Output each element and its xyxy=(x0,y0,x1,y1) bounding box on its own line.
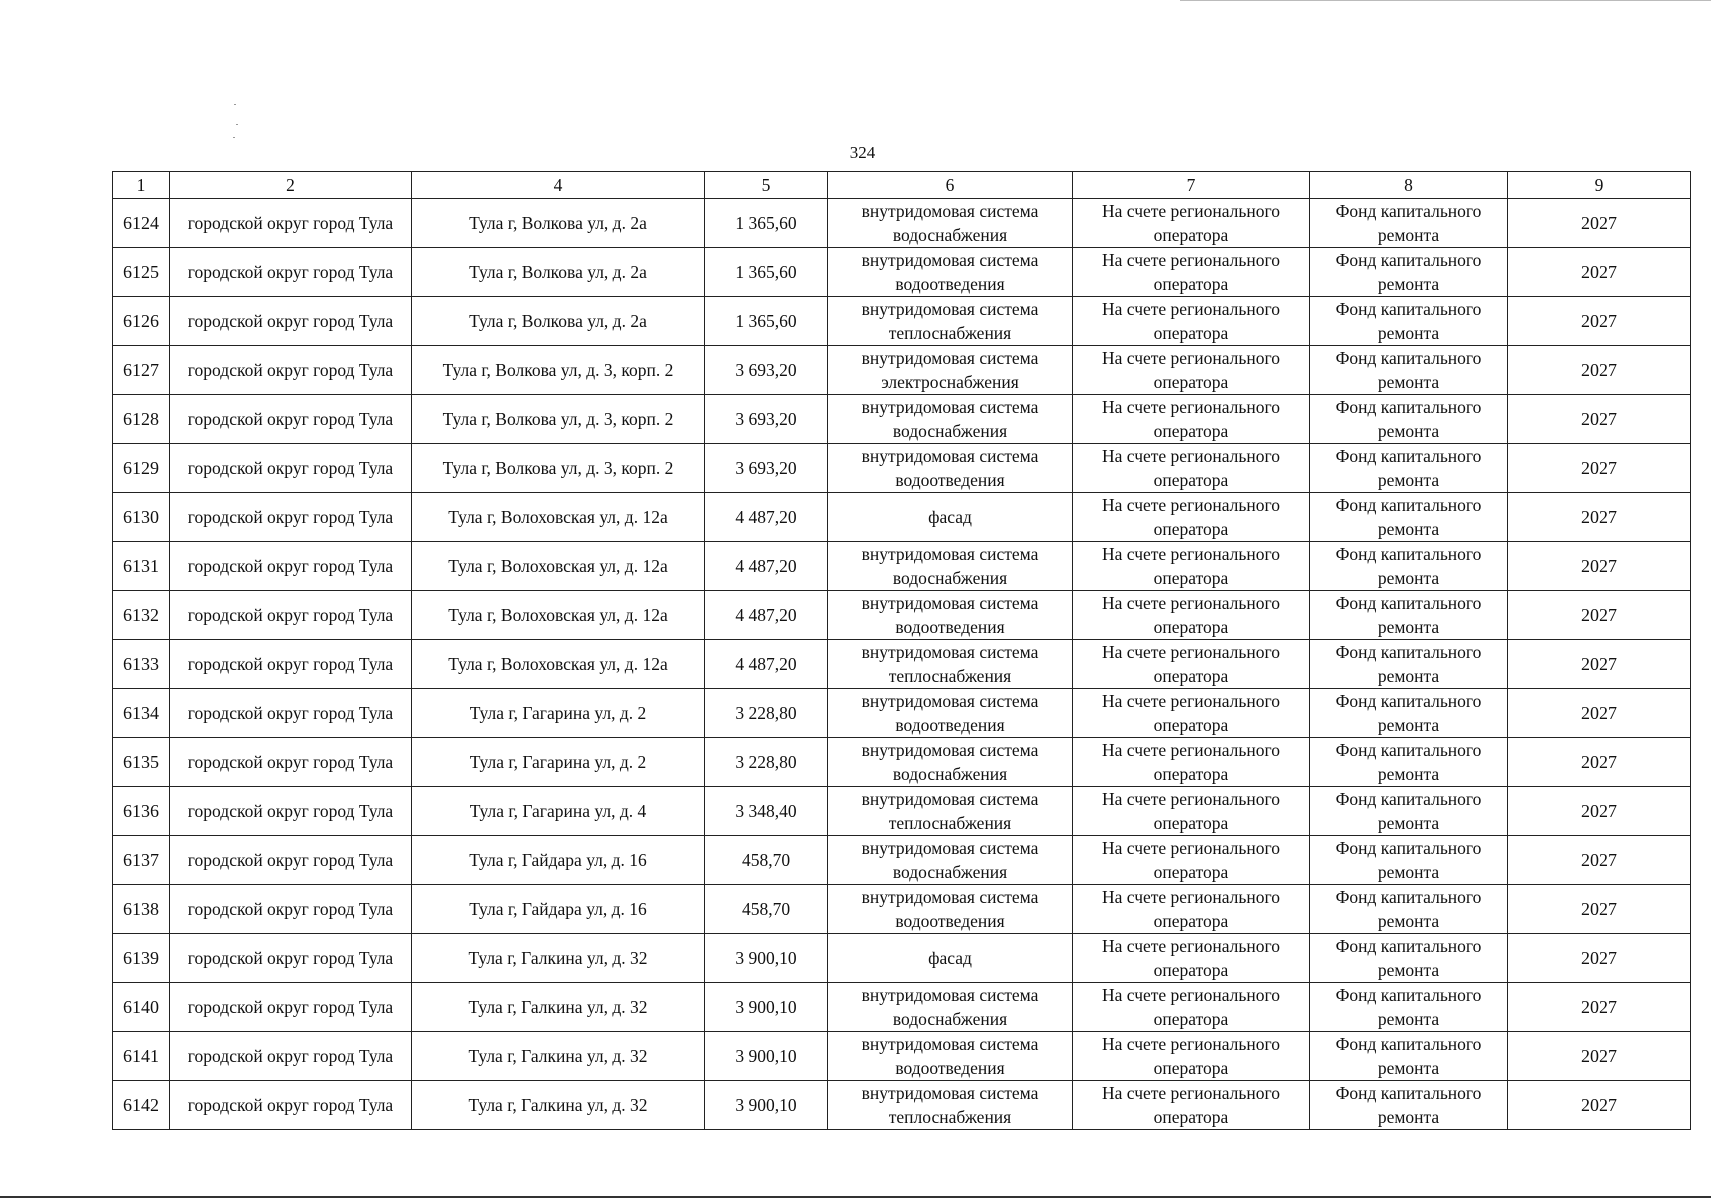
year-cell: 2027 xyxy=(1508,346,1691,395)
table-row xyxy=(113,542,1691,591)
year-cell: 2027 xyxy=(1508,395,1691,444)
year-cell: 2027 xyxy=(1508,542,1691,591)
column-number-4: 4 xyxy=(412,172,705,199)
district-cell: городской округ город Тула xyxy=(170,1032,412,1081)
account-cell: На счете регионального оператора xyxy=(1073,885,1310,934)
address-cell: Тула г, Волоховская ул, д. 12а xyxy=(412,640,705,689)
table-row xyxy=(113,738,1691,787)
column-number-8: 8 xyxy=(1310,172,1508,199)
account-cell: На счете регионального оператора xyxy=(1073,395,1310,444)
row-number-cell: 6140 xyxy=(113,983,170,1032)
row-number-cell: 6136 xyxy=(113,787,170,836)
table-body xyxy=(113,172,1691,1130)
funding-source-cell: Фонд капитального ремонта xyxy=(1310,689,1508,738)
funding-source-cell: Фонд капитального ремонта xyxy=(1310,346,1508,395)
row-number-cell: 6126 xyxy=(113,297,170,346)
table-row xyxy=(113,1081,1691,1130)
area-cell: 4 487,20 xyxy=(705,591,828,640)
work-type-cell: внутридомовая система водоснабжения xyxy=(828,738,1073,787)
scan-edge-bottom xyxy=(0,1196,1711,1198)
table-row xyxy=(113,346,1691,395)
year-cell: 2027 xyxy=(1508,738,1691,787)
address-cell: Тула г, Волоховская ул, д. 12а xyxy=(412,542,705,591)
table-row xyxy=(113,983,1691,1032)
account-cell: На счете регионального оператора xyxy=(1073,542,1310,591)
funding-source-cell: Фонд капитального ремонта xyxy=(1310,542,1508,591)
row-number-cell: 6130 xyxy=(113,493,170,542)
area-cell: 3 348,40 xyxy=(705,787,828,836)
row-number-cell: 6134 xyxy=(113,689,170,738)
funding-source-cell: Фонд капитального ремонта xyxy=(1310,297,1508,346)
account-cell: На счете регионального оператора xyxy=(1073,1032,1310,1081)
table-row xyxy=(113,493,1691,542)
area-cell: 4 487,20 xyxy=(705,542,828,591)
table-row xyxy=(113,199,1691,248)
district-cell: городской округ город Тула xyxy=(170,1081,412,1130)
work-type-cell: внутридомовая система электроснабжения xyxy=(828,346,1073,395)
row-number-cell: 6135 xyxy=(113,738,170,787)
account-cell: На счете регионального оператора xyxy=(1073,934,1310,983)
area-cell: 3 900,10 xyxy=(705,983,828,1032)
address-cell: Тула г, Гайдара ул, д. 16 xyxy=(412,836,705,885)
funding-source-cell: Фонд капитального ремонта xyxy=(1310,395,1508,444)
account-cell: На счете регионального оператора xyxy=(1073,1081,1310,1130)
district-cell: городской округ город Тула xyxy=(170,395,412,444)
column-number-5: 5 xyxy=(705,172,828,199)
funding-source-cell: Фонд капитального ремонта xyxy=(1310,591,1508,640)
year-cell: 2027 xyxy=(1508,983,1691,1032)
table-row xyxy=(113,885,1691,934)
account-cell: На счете регионального оператора xyxy=(1073,836,1310,885)
address-cell: Тула г, Гагарина ул, д. 2 xyxy=(412,738,705,787)
table-row xyxy=(113,934,1691,983)
district-cell: городской округ город Тула xyxy=(170,297,412,346)
scan-edge-top xyxy=(1180,0,1711,1)
work-type-cell: внутридомовая система водоснабжения xyxy=(828,542,1073,591)
area-cell: 458,70 xyxy=(705,885,828,934)
row-number-cell: 6132 xyxy=(113,591,170,640)
column-number-7: 7 xyxy=(1073,172,1310,199)
column-number-2: 2 xyxy=(170,172,412,199)
address-cell: Тула г, Волкова ул, д. 2а xyxy=(412,199,705,248)
area-cell: 3 228,80 xyxy=(705,738,828,787)
work-type-cell: внутридомовая система теплоснабжения xyxy=(828,787,1073,836)
account-cell: На счете регионального оператора xyxy=(1073,248,1310,297)
row-number-cell: 6131 xyxy=(113,542,170,591)
address-cell: Тула г, Волкова ул, д. 3, корп. 2 xyxy=(412,444,705,493)
funding-source-cell: Фонд капитального ремонта xyxy=(1310,1032,1508,1081)
funding-source-cell: Фонд капитального ремонта xyxy=(1310,640,1508,689)
year-cell: 2027 xyxy=(1508,297,1691,346)
year-cell: 2027 xyxy=(1508,199,1691,248)
row-number-cell: 6129 xyxy=(113,444,170,493)
work-type-cell: внутридомовая система водоотведения xyxy=(828,444,1073,493)
address-cell: Тула г, Гайдара ул, д. 16 xyxy=(412,885,705,934)
area-cell: 1 365,60 xyxy=(705,248,828,297)
year-cell: 2027 xyxy=(1508,1032,1691,1081)
district-cell: городской округ город Тула xyxy=(170,248,412,297)
page-number: 324 xyxy=(849,143,876,162)
year-cell: 2027 xyxy=(1508,1081,1691,1130)
work-type-cell: фасад xyxy=(828,493,1073,542)
work-type-cell: внутридомовая система теплоснабжения xyxy=(828,1081,1073,1130)
district-cell: городской округ город Тула xyxy=(170,885,412,934)
address-cell: Тула г, Галкина ул, д. 32 xyxy=(412,983,705,1032)
year-cell: 2027 xyxy=(1508,444,1691,493)
area-cell: 3 693,20 xyxy=(705,444,828,493)
address-cell: Тула г, Волкова ул, д. 2а xyxy=(412,297,705,346)
work-type-cell: внутридомовая система водоотведения xyxy=(828,885,1073,934)
address-cell: Тула г, Волкова ул, д. 2а xyxy=(412,248,705,297)
funding-source-cell: Фонд капитального ремонта xyxy=(1310,1081,1508,1130)
work-type-cell: внутридомовая система теплоснабжения xyxy=(828,640,1073,689)
address-cell: Тула г, Галкина ул, д. 32 xyxy=(412,934,705,983)
row-number-cell: 6138 xyxy=(113,885,170,934)
work-type-cell: внутридомовая система водоотведения xyxy=(828,248,1073,297)
area-cell: 3 228,80 xyxy=(705,689,828,738)
address-cell: Тула г, Волоховская ул, д. 12а xyxy=(412,493,705,542)
area-cell: 1 365,60 xyxy=(705,199,828,248)
row-number-cell: 6125 xyxy=(113,248,170,297)
area-cell: 3 900,10 xyxy=(705,1032,828,1081)
account-cell: На счете регионального оператора xyxy=(1073,591,1310,640)
work-type-cell: внутридомовая система водоотведения xyxy=(828,591,1073,640)
table-row xyxy=(113,591,1691,640)
address-cell: Тула г, Волоховская ул, д. 12а xyxy=(412,591,705,640)
district-cell: городской округ город Тула xyxy=(170,199,412,248)
funding-source-cell: Фонд капитального ремонта xyxy=(1310,836,1508,885)
row-number-cell: 6139 xyxy=(113,934,170,983)
district-cell: городской округ город Тула xyxy=(170,787,412,836)
district-cell: городской округ город Тула xyxy=(170,983,412,1032)
address-cell: Тула г, Волкова ул, д. 3, корп. 2 xyxy=(412,346,705,395)
account-cell: На счете регионального оператора xyxy=(1073,787,1310,836)
work-type-cell: внутридомовая система водоснабжения xyxy=(828,199,1073,248)
work-type-cell: внутридомовая система водоснабжения xyxy=(828,395,1073,444)
area-cell: 3 900,10 xyxy=(705,934,828,983)
year-cell: 2027 xyxy=(1508,640,1691,689)
work-type-cell: внутридомовая система водоснабжения xyxy=(828,836,1073,885)
funding-source-cell: Фонд капитального ремонта xyxy=(1310,493,1508,542)
funding-source-cell: Фонд капитального ремонта xyxy=(1310,983,1508,1032)
funding-source-cell: Фонд капитального ремонта xyxy=(1310,444,1508,493)
account-cell: На счете регионального оператора xyxy=(1073,444,1310,493)
account-cell: На счете регионального оператора xyxy=(1073,738,1310,787)
funding-source-cell: Фонд капитального ремонта xyxy=(1310,885,1508,934)
district-cell: городской округ город Тула xyxy=(170,444,412,493)
account-cell: На счете регионального оператора xyxy=(1073,640,1310,689)
area-cell: 3 693,20 xyxy=(705,346,828,395)
table-row xyxy=(113,689,1691,738)
funding-source-cell: Фонд капитального ремонта xyxy=(1310,787,1508,836)
account-cell: На счете регионального оператора xyxy=(1073,493,1310,542)
district-cell: городской округ город Тула xyxy=(170,542,412,591)
work-type-cell: внутридомовая система теплоснабжения xyxy=(828,297,1073,346)
work-type-cell: внутридомовая система водоотведения xyxy=(828,1032,1073,1081)
column-number-row xyxy=(113,172,1691,199)
area-cell: 1 365,60 xyxy=(705,297,828,346)
row-number-cell: 6124 xyxy=(113,199,170,248)
district-cell: городской округ город Тула xyxy=(170,493,412,542)
address-cell: Тула г, Галкина ул, д. 32 xyxy=(412,1032,705,1081)
row-number-cell: 6133 xyxy=(113,640,170,689)
district-cell: городской округ город Тула xyxy=(170,640,412,689)
area-cell: 3 900,10 xyxy=(705,1081,828,1130)
funding-source-cell: Фонд капитального ремонта xyxy=(1310,934,1508,983)
address-cell: Тула г, Гагарина ул, д. 4 xyxy=(412,787,705,836)
scan-speck xyxy=(236,124,238,125)
scan-speck xyxy=(233,137,235,138)
table-row xyxy=(113,787,1691,836)
work-type-cell: фасад xyxy=(828,934,1073,983)
year-cell: 2027 xyxy=(1508,689,1691,738)
district-cell: городской округ город Тула xyxy=(170,738,412,787)
table-row xyxy=(113,297,1691,346)
row-number-cell: 6142 xyxy=(113,1081,170,1130)
district-cell: городской округ город Тула xyxy=(170,689,412,738)
scan-speck xyxy=(234,104,236,105)
district-cell: городской округ город Тула xyxy=(170,346,412,395)
account-cell: На счете регионального оператора xyxy=(1073,199,1310,248)
year-cell: 2027 xyxy=(1508,836,1691,885)
year-cell: 2027 xyxy=(1508,248,1691,297)
table-row xyxy=(113,640,1691,689)
column-number-6: 6 xyxy=(828,172,1073,199)
year-cell: 2027 xyxy=(1508,493,1691,542)
funding-source-cell: Фонд капитального ремонта xyxy=(1310,199,1508,248)
row-number-cell: 6137 xyxy=(113,836,170,885)
table-row xyxy=(113,248,1691,297)
district-cell: городской округ город Тула xyxy=(170,836,412,885)
funding-source-cell: Фонд капитального ремонта xyxy=(1310,738,1508,787)
year-cell: 2027 xyxy=(1508,934,1691,983)
row-number-cell: 6127 xyxy=(113,346,170,395)
work-type-cell: внутридомовая система водоснабжения xyxy=(828,983,1073,1032)
column-number-9: 9 xyxy=(1508,172,1691,199)
row-number-cell: 6141 xyxy=(113,1032,170,1081)
area-cell: 4 487,20 xyxy=(705,640,828,689)
year-cell: 2027 xyxy=(1508,885,1691,934)
area-cell: 3 693,20 xyxy=(705,395,828,444)
table-row xyxy=(113,836,1691,885)
row-number-cell: 6128 xyxy=(113,395,170,444)
account-cell: На счете регионального оператора xyxy=(1073,297,1310,346)
year-cell: 2027 xyxy=(1508,787,1691,836)
district-cell: городской округ город Тула xyxy=(170,934,412,983)
district-cell: городской округ город Тула xyxy=(170,591,412,640)
funding-source-cell: Фонд капитального ремонта xyxy=(1310,248,1508,297)
table-row xyxy=(113,1032,1691,1081)
year-cell: 2027 xyxy=(1508,591,1691,640)
table-row xyxy=(113,444,1691,493)
area-cell: 458,70 xyxy=(705,836,828,885)
address-cell: Тула г, Галкина ул, д. 32 xyxy=(412,1081,705,1130)
works-table xyxy=(112,171,1691,1130)
area-cell: 4 487,20 xyxy=(705,493,828,542)
address-cell: Тула г, Гагарина ул, д. 2 xyxy=(412,689,705,738)
table-row xyxy=(113,395,1691,444)
work-type-cell: внутридомовая система водоотведения xyxy=(828,689,1073,738)
column-number-1: 1 xyxy=(113,172,170,199)
account-cell: На счете регионального оператора xyxy=(1073,346,1310,395)
account-cell: На счете регионального оператора xyxy=(1073,689,1310,738)
address-cell: Тула г, Волкова ул, д. 3, корп. 2 xyxy=(412,395,705,444)
account-cell: На счете регионального оператора xyxy=(1073,983,1310,1032)
